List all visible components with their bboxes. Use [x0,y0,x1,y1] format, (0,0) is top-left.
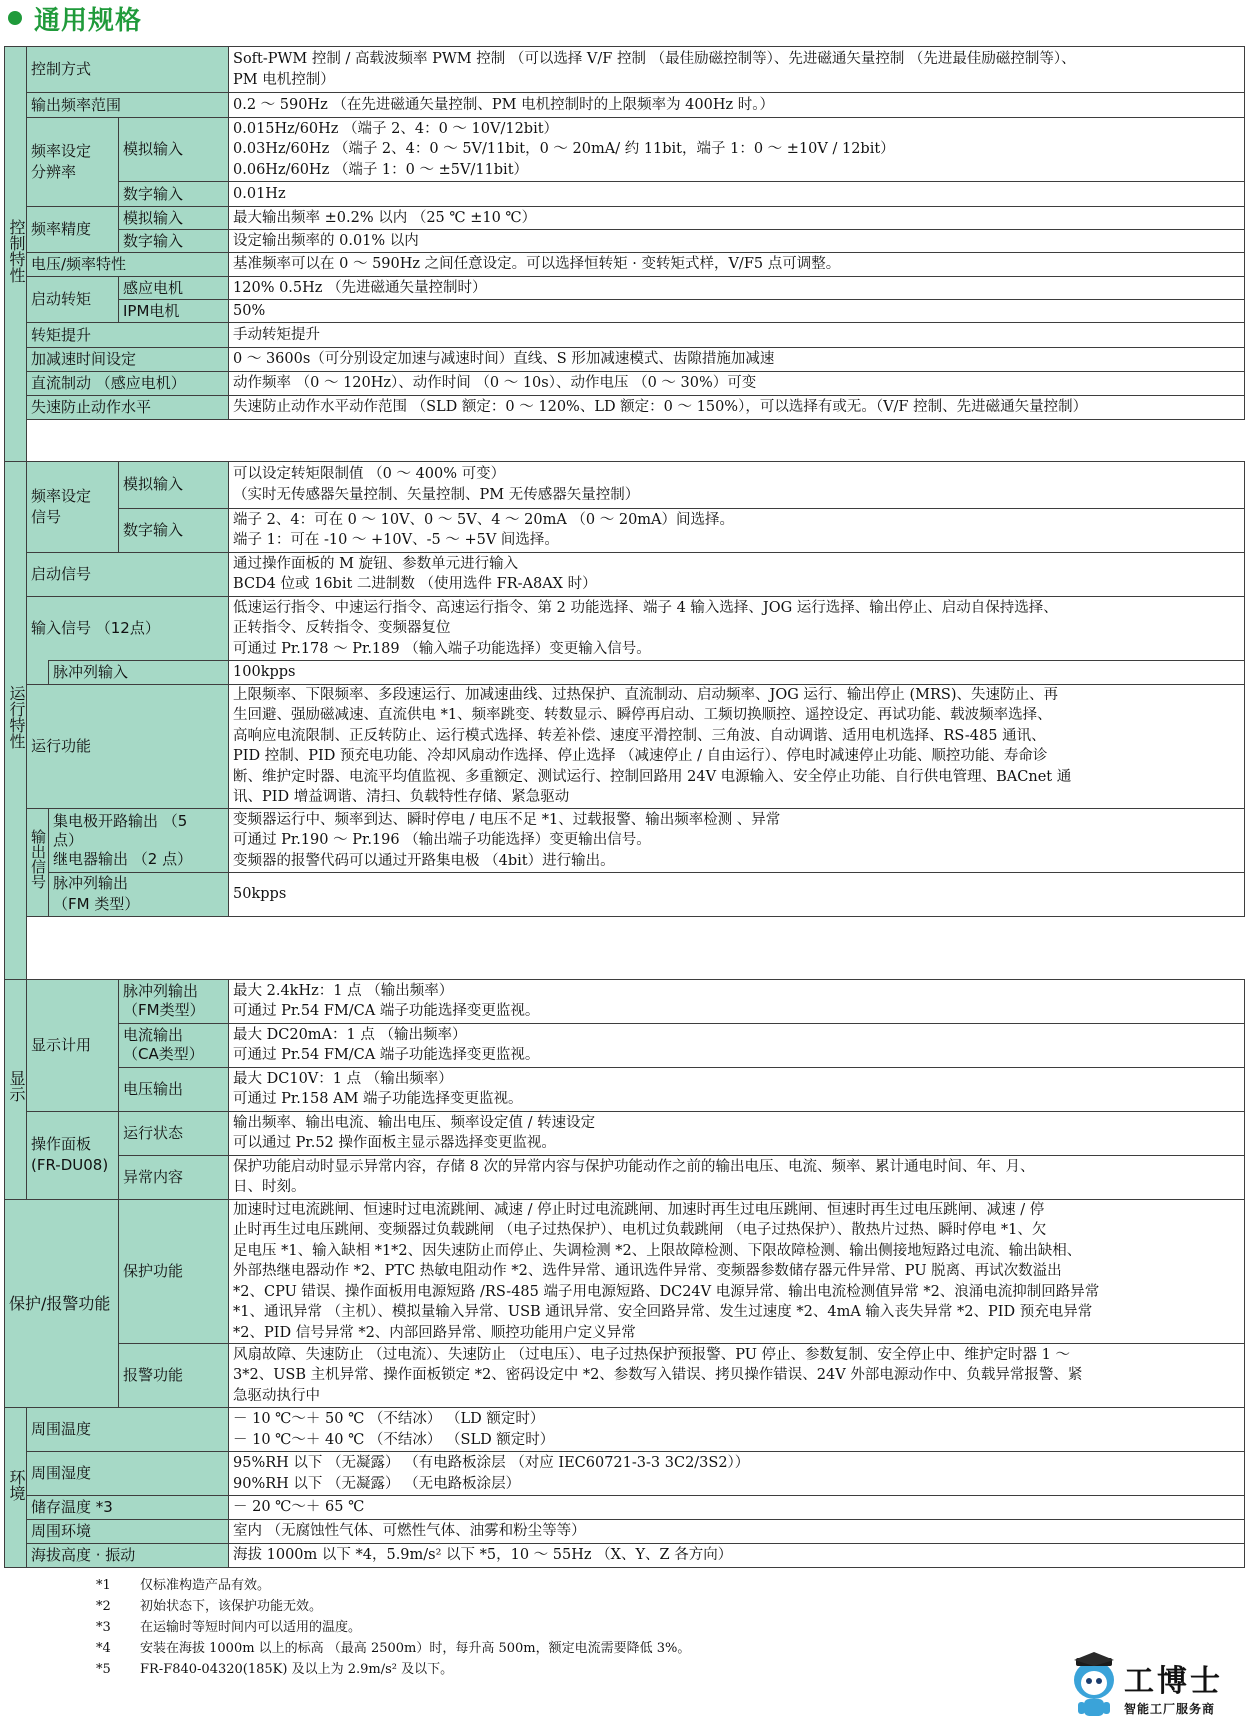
footnote-text: 安装在海拔 1000m 以上的标高 （最高 2500m）时，每升高 500m，额定电流需要降低 3%。 [140,1641,691,1656]
row-value [229,1344,1245,1408]
row-label: 输出频率范围 [27,93,229,118]
row-label: 失速防止动作水平 [27,396,229,420]
row-label: 频率设定 信号 [27,461,119,552]
row-label: 脉冲列输出 （FM 类型） [49,872,229,916]
row-value-text: Soft-PWM 控制 / 高载波频率 PWM 控制 （可以选择 V/F 控制 （最佳励磁控制等）、先进磁通矢量控制 （先进最佳励磁控制等）、 PM 电机控制） [233,51,1076,88]
sub-label: 模拟输入 [119,118,229,182]
row-value [229,684,1245,808]
row-value [229,277,1245,300]
row-value [229,1408,1245,1452]
row-value-text: 输出频率、输出电流、输出电压、频率设定值 / 转速设定 可以通过 Pr.52 操作面板主显示器选择变更监视。 [233,1114,596,1151]
bullet-dot-icon [8,11,22,25]
row-value [229,1199,1245,1344]
row-label: 运行功能 [27,684,229,808]
row-value [229,660,1245,684]
row-label: 加减速时间设定 [27,348,229,372]
row-value [229,1496,1245,1520]
row-value-text: 50% [233,302,266,319]
row-value [229,47,1245,93]
row-value-text: 设定输出频率的 0.01% 以内 [233,232,419,249]
footnote-mark: *4 [96,1641,111,1656]
footnote-text: 仅标准构造产品有效。 [140,1578,271,1593]
row-value [229,808,1245,872]
row-value [229,93,1245,118]
sub-label: 异常内容 [119,1155,229,1199]
row-value-text: 可以设定转矩限制值 （0 ～ 400% 可变） （实时无传感器矢量控制、矢量控制、PM 无传感器矢量控制） [233,466,640,503]
section-title: 通用规格 [34,5,143,36]
row-value-text: 最大 DC10V：1 点 （输出频率） 可通过 Pr.158 AM 端子功能选择变更监视。 [233,1070,523,1107]
category-environment-label: 环境 [7,1468,26,1501]
row-label: 频率设定 分辨率 [27,118,119,207]
row-value [229,872,1245,916]
row-value-text: 120% 0.5Hz （先进磁通矢量控制时） [233,279,487,296]
row-value [229,182,1245,207]
row-label: 脉冲列输入 [49,660,229,684]
row-value [229,552,1245,596]
sub-label: 感应电机 [119,277,229,300]
row-value [229,1023,1245,1067]
row-value [229,372,1245,396]
row-value [229,1520,1245,1544]
category-operation [5,461,27,979]
row-value-text: 50kpps [233,886,287,903]
row-value-text: 基准频率可以在 0 ～ 590Hz 之间任意设定。可以选择恒转矩 · 变转矩式样，V/F5 点可调整。 [233,256,841,273]
row-value-text: 最大 2.4kHz：1 点 （输出频率） 可通过 Pr.54 FM/CA 端子功能选择变更监视。 [233,982,540,1019]
footnote-text: 初始状态下，该保护功能无效。 [140,1599,323,1614]
row-value [229,1544,1245,1568]
row-label: 频率精度 [27,207,119,253]
row-value [229,323,1245,348]
row-label: 集电极开路输出 （5 点） 继电器输出 （2 点） [49,808,229,872]
row-label: 周围湿度 [27,1452,229,1496]
category-output-signal-label: 输出信号 [29,829,47,890]
row-value-text: － 10 ℃～＋ 50 ℃ （不结冰） （LD 额定时） － 10 ℃～＋ 40 ℃ （不结冰） （SLD 额定时） [233,1411,555,1448]
sub-label: 数字输入 [119,230,229,253]
row-value-text: 失速防止动作水平动作范围 （SLD 额定：0 ～ 120%、LD 额定：0 ～ 150%），可以选择有或无。（V/F 控制、先进磁通矢量控制） [233,399,1088,416]
sub-label: 报警功能 [119,1344,229,1408]
row-label: 启动信号 [27,552,229,596]
brand-name: 工博士 [1124,1664,1223,1699]
row-value-text: 动作频率 （0 ～ 120Hz）、动作时间 （0 ～ 10s）、动作电压 （0 ～ 30%）可变 [233,375,757,392]
sub-label: 电压输出 [119,1067,229,1111]
sub-label: 脉冲列输出 （FM类型） [119,979,229,1023]
footnote-text: FR-F840-04320(185K) 及以上为 2.9m/s² 及以下。 [140,1662,454,1677]
row-value-text: 上限频率、下限频率、多段速运行、加减速曲线、过热保护、直流制动、启动频率、JOG 运行、输出停止 (MRS)、失速防止、再 生回避、强励磁减速、直流供电 *1、频率跳变、转数显示、瞬停再启动、工频切换顺控、遥控设定、再试功能、载波频率选择、 高响应电流限制、正反转防止、运行模式选择、转差补偿、速度平滑控制、三角波、自动调谐、适用电机选择、RS-485 通讯、 PID 控制、PID 预充电功能、冷却风扇动作选择、停止选择 （减速停止 / 自由运行）、停电时减速停止功能、顺控功能、寿命诊 断、维护定时器、电流平均值监视、多重额定、测试运行、控制回路用 24V 电源输入、安全停止功能、自行供电管理、BACnet 通 讯、PID 增益调谐、清扫、负载特性存储、紧急驱动 [233,686,1072,806]
footnotes [96,1575,690,1680]
row-value [229,596,1245,660]
footnote [96,1596,690,1617]
row-value [229,1155,1245,1199]
row-value-text: 风扇故障、失速防止 （过电流）、失速防止 （过电压）、电子过热保护预报警、PU 停止、参数复制、安全停止中、维护定时器 1 ～ 3*2、USB 主机异常、操作面板锁定 *2、密码设定中 *2、参数写入错误、拷贝操作错误、24V 外部电源动作中、负载异常报警、紧 急驱动执行中 [233,1346,1083,1404]
row-value-text: 低速运行指令、中速运行指令、高速运行指令、第 2 功能选择、端子 4 输入选择、JOG 运行选择、输出停止、启动自保持选择、 正转指令、反转指令、变频器复位 可通过 Pr.178 ～ Pr.189 （输入端子功能选择）变更输入信号。 [233,599,1058,657]
category-display-label: 显示 [7,1070,26,1102]
footnote-mark: *2 [96,1599,111,1614]
row-value [229,348,1245,372]
row-value [229,300,1245,323]
category-environment [5,1408,27,1568]
row-value-text: 0.01Hz [233,185,286,202]
row-value-text: 通过操作面板的 M 旋钮、参数单元进行输入 BCD4 位或 16bit 二进制数 （使用选件 FR-A8AX 时） [233,555,597,593]
row-value-text: 最大输出频率 ±0.2% 以内 （25 ℃ ±10 ℃） [233,209,537,226]
row-value [229,1452,1245,1496]
sub-label: 模拟输入 [119,461,229,508]
category-protection: 保护/报警功能 [5,1199,119,1408]
row-value-text: 端子 2、4：可在 0 ～ 10V、0 ～ 5V、4 ～ 20mA （0 ～ 20mA）间选择。 端子 1：可在 -10 ～ +10V、-5 ～ +5V 间选择。 [233,511,735,549]
sub-label: IPM电机 [119,300,229,323]
category-display [5,979,27,1199]
indent-cell [27,660,49,684]
sub-label: 模拟输入 [119,207,229,230]
row-value-text: － 20 ℃～＋ 65 ℃ [233,1499,365,1516]
row-label: 海拔高度 · 振动 [27,1544,229,1568]
section-heading [8,2,142,34]
row-value [229,253,1245,277]
row-label: 电压/频率特性 [27,253,229,277]
category-output-signal [27,808,49,916]
row-value-text: 室内 （无腐蚀性气体、可燃性气体、油雾和粉尘等等） [233,1523,586,1540]
row-label: 转矩提升 [27,323,229,348]
row-value-text: 95%RH 以下 （无凝露） （有电路板涂层 （对应 IEC60721-3-3 3C2/3S2）） 90%RH 以下 （无凝露） （无电路板涂层） [233,1455,750,1492]
footnote-mark: *3 [96,1620,111,1635]
spec-table [4,46,1245,1568]
footnote [96,1575,690,1596]
row-label: 周围温度 [27,1408,229,1452]
row-label: 显示计用 [27,979,119,1111]
footnote-mark: *1 [96,1578,111,1593]
row-value [229,979,1245,1023]
row-value-text: 变频器运行中、频率到达、瞬时停电 / 电压不足 *1、过载报警、输出频率检测 、异常 可通过 Pr.190 ～ Pr.196 （输出端子功能选择）变更输出信号。 变频器的报警代码可以通过开路集电极 （4bit）进行输出。 [233,811,781,869]
row-value-text: 加速时过电流跳闸、恒速时过电流跳闸、减速 / 停止时过电流跳闸、加速时再生过电压跳闸、恒速时再生过电压跳闸、减速 / 停 止时再生过电压跳闸、变频器过负载跳闸 （电子过热保护）、电机过负载跳闸 （电子过热保护）、散热片过热、瞬时停电 *1、欠 足电压 *1、输入缺相 *1*2、因失速防止而停止、失调检测 *2、上限故障检测、下限故障检测、输出侧接地短路过电流、输出缺相、 外部热继电器动作 *2、PTC 热敏电阻动作 *2、选件异常、通讯选件异常、变频器参数储存器元件异常、PU 脱离、再试次数溢出 *2、CPU 错误、操作面板用电源短路 /RS-485 端子用电源短路、DC24V 电源异常、输出电流检测值异常 *2、浪涌电流抑制回路异常 *1、通讯异常 （主机）、模拟量输入异常、USB 通讯异常、安全回路异常、发生过速度 *2、4mA 输入丧失异常 *2、PID 预充电异常 *2、PID 信号异常 *2、内部回路异常、顺控功能用户定义异常 [233,1201,1100,1341]
row-value-text: 100kpps [233,664,296,681]
row-value [229,118,1245,182]
row-label: 周围环境 [27,1520,229,1544]
category-control-label: 控制特性 [7,218,26,283]
footnote [96,1617,690,1638]
footnote-mark: *5 [96,1662,111,1677]
row-label: 控制方式 [27,47,229,93]
row-value-text: 0.015Hz/60Hz （端子 2、4：0 ～ 10V/12bit） 0.03Hz/60Hz （端子 2、4：0 ～ 5V/11bit，0 ～ 20mA/ 约 11bit，端子 1：0 ～ ±10V / 12bit） 0.06Hz/60Hz （端子 1：0 ～ ±5V/11bit） [233,120,895,178]
row-value [229,461,1245,508]
row-value [229,207,1245,230]
row-value [229,396,1245,420]
row-value-text: 0.2 ～ 590Hz （在先进磁通矢量控制、PM 电机控制时的上限频率为 400Hz 时。） [233,96,775,113]
footnote [96,1638,690,1659]
row-label: 直流制动 （感应电机） [27,372,229,396]
sub-label: 数字输入 [119,508,229,552]
brand-logo [1068,1652,1244,1726]
row-value [229,508,1245,552]
sub-label: 数字输入 [119,182,229,207]
robot-mascot-icon [1068,1652,1120,1722]
row-value-text: 保护功能启动时显示异常内容，存储 8 次的异常内容与保护功能动作之前的输出电压、电流、频率、累计通电时间、年、月、 日、时刻。 [233,1158,1035,1195]
row-label: 启动转矩 [27,277,119,323]
row-value-text: 0 ～ 3600s（可分别设定加速与减速时间）直线、S 形加减速模式、齿隙措施加减速 [233,351,775,368]
category-control [5,47,27,462]
row-value [229,1067,1245,1111]
sub-label: 电流输出 （CA类型） [119,1023,229,1067]
row-value-text: 海拔 1000m 以下 *4，5.9m/s² 以下 *5，10 ～ 55Hz （X、Y、Z 各方向） [233,1547,733,1564]
footnote [96,1659,690,1680]
row-label: 储存温度 *3 [27,1496,229,1520]
brand-subtitle: 智能工厂服务商 [1124,1702,1216,1716]
row-value-text: 最大 DC20mA：1 点 （输出频率） 可通过 Pr.54 FM/CA 端子功能选择变更监视。 [233,1026,540,1063]
footnote-text: 在运输时等短时间内可以适用的温度。 [140,1620,362,1635]
row-label: 操作面板 (FR-DU08) [27,1111,119,1199]
sub-label: 运行状态 [119,1111,229,1155]
row-value-text: 手动转矩提升 [233,326,321,343]
row-value [229,1111,1245,1155]
row-value [229,230,1245,253]
row-label: 输入信号 （12点） [27,596,229,660]
category-operation-label: 运行特性 [7,685,26,750]
sub-label: 保护功能 [119,1199,229,1344]
